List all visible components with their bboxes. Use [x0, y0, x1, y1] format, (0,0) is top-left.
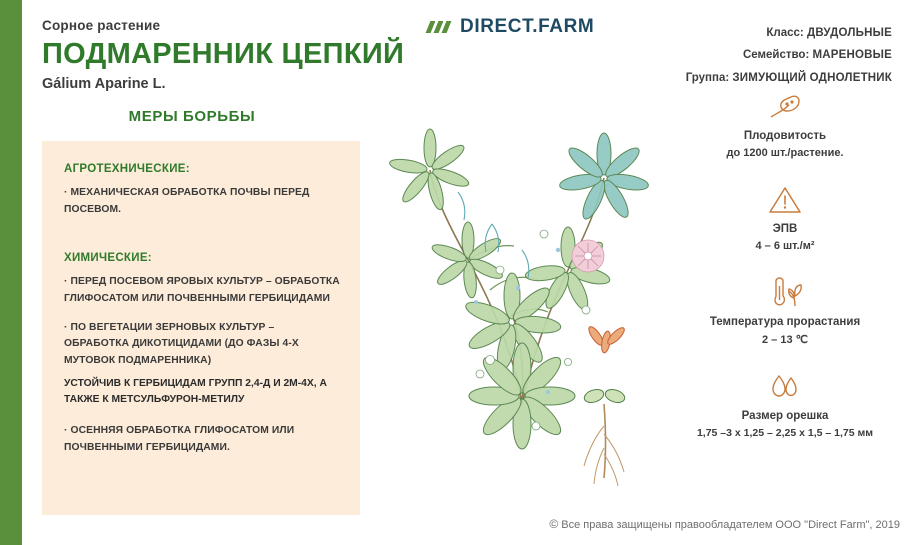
seed-drops-icon	[672, 368, 898, 406]
fact-germination-temperature	[672, 274, 898, 346]
chemical-item-0: · ПЕРЕД ПОСЕВОМ ЯРОВЫХ КУЛЬТУР – ОБРАБОТКА ГЛИФОСАТОМ ИЛИ ПОЧВЕННЫМИ ГЕРБИЦИДАМИ	[64, 276, 340, 305]
fact-title-epv: ЭПВ	[772, 223, 798, 235]
meta-row-group	[686, 67, 892, 89]
chemical-item-2: · ОСЕННЯЯ ОБРАБОТКА ГЛИФОСАТОМ ИЛИ ПОЧВЕННЫМИ ГЕРБИЦИДАМИ.	[64, 425, 295, 453]
facts-column	[672, 88, 898, 461]
copyright-text: Все права защищены правообладателем ООО "Direct Farm", 2019	[561, 519, 900, 531]
meta-row-family	[686, 44, 892, 66]
fact-value-fertility: до 1200 шт./растение.	[726, 147, 844, 159]
brand-logo	[428, 16, 594, 38]
copyright-icon: ©	[549, 517, 559, 531]
fact-value-nut-size: 1,75 –3 x 1,25 – 2,25 x 1,5 – 1,75 мм	[696, 427, 874, 439]
fact-title-fertility: Плодовитость	[743, 130, 827, 142]
warning-triangle-icon	[672, 181, 898, 219]
measures-panel	[42, 141, 360, 515]
footer-copyright	[460, 517, 900, 531]
fact-nut-size	[672, 368, 898, 439]
taxonomy-meta	[686, 22, 892, 89]
seed-pod-icon	[672, 88, 898, 126]
chemical-resistance-note: УСТОЙЧИВ К ГЕРБИЦИДАМ ГРУПП 2,4-Д И 2М-4Х, А ТАКЖЕ К МЕТСУЛЬФУРОН-МЕТИЛУ	[64, 377, 327, 406]
agrotech-item-0: · МЕХАНИЧЕСКАЯ ОБРАБОТКА ПОЧВЫ ПЕРЕД ПОСЕВОМ.	[64, 187, 310, 215]
measures-title: МЕРЫ БОРЬБЫ	[128, 108, 256, 125]
left-accent-bar	[0, 0, 22, 545]
latin-name: Gálium Aparine L.	[42, 76, 166, 93]
meta-label-class: Класс:	[766, 27, 804, 39]
meta-row-class	[686, 22, 892, 44]
page-title: ПОДМАРЕННИК ЦЕПКИЙ	[42, 38, 405, 70]
meta-value-class: ДВУДОЛЬНЫЕ	[806, 27, 892, 39]
brand-name: DIRECT.FARM	[460, 16, 595, 37]
fact-title-germination-temperature: Температура прорастания	[709, 316, 861, 328]
chemical-item-1: · ПО ВЕГЕТАЦИИ ЗЕРНОВЫХ КУЛЬТУР – ОБРАБОТКА ДИКОТИЦИДАМИ (ДО ФАЗЫ 4-Х МУТОВОК ПОДМАРЕННИКА)	[64, 321, 299, 367]
thermometer-sprout-icon	[672, 274, 898, 312]
galium-aparine-botanical-illustration	[372, 74, 672, 494]
fact-epv	[672, 181, 898, 252]
kicker-label: Сорное растение	[42, 18, 161, 33]
meta-value-family: МАРЕНОВЫЕ	[812, 49, 892, 62]
meta-label-group: Группа:	[685, 71, 730, 84]
fact-fertility	[672, 88, 898, 159]
meta-value-group: ЗИМУЮЩИЙ ОДНОЛЕТНИК	[732, 71, 892, 84]
chevrons-icon	[428, 19, 452, 35]
meta-label-family: Семейство:	[742, 49, 810, 62]
fact-value-epv: 4 – 6 шт./м²	[755, 240, 815, 252]
agrotech-heading: АГРОТЕХНИЧЕСКИЕ:	[64, 163, 190, 175]
chemical-heading: ХИМИЧЕСКИЕ:	[64, 252, 152, 265]
fact-value-germination-temperature: 2 – 13 ℃	[762, 334, 808, 346]
fact-title-nut-size: Размер орешка	[741, 410, 829, 422]
